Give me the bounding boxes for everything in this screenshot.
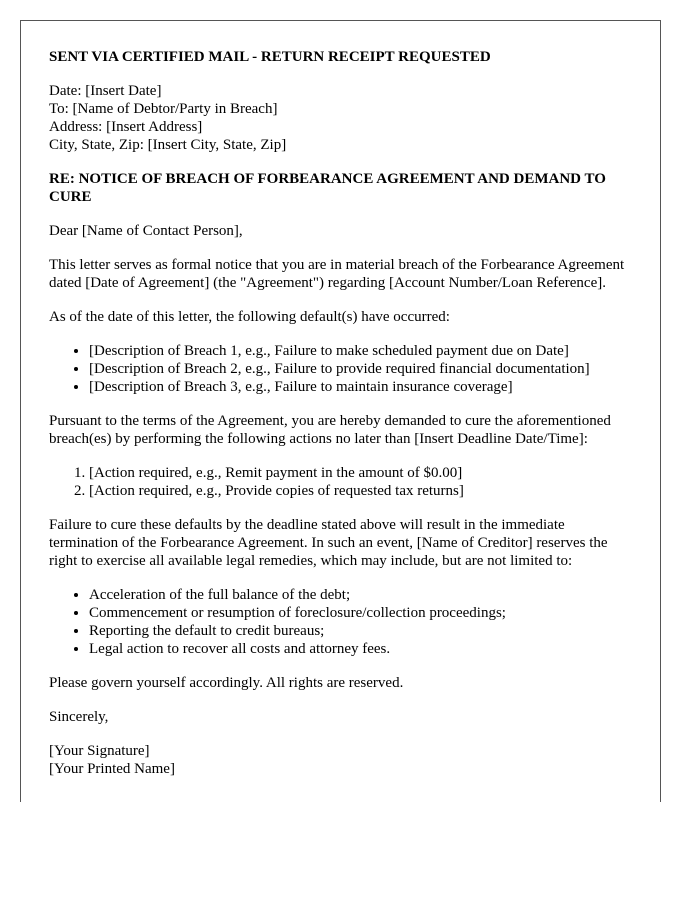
mailing-header: SENT VIA CERTIFIED MAIL - RETURN RECEIPT REQUESTED	[49, 49, 491, 65]
list-item: • Reporting the default to credit bureaus;	[89, 622, 632, 640]
list-item: • Legal action to recover all costs and attorney fees.	[89, 640, 632, 658]
printed-name-line: [Your Printed Name]	[49, 761, 175, 777]
defaults-intro: As of the date of this letter, the following default(s) have occurred:	[49, 309, 450, 325]
city-line: City, State, Zip: [Insert City, State, Zip]	[49, 137, 287, 153]
signoff: Sincerely,	[49, 709, 109, 725]
address-block	[49, 82, 632, 154]
remedies-list	[49, 586, 632, 658]
list-item: 1. [Action required, e.g., Remit payment in the amount of $0.00]	[89, 464, 632, 482]
breach-list	[49, 342, 632, 396]
list-item: • Acceleration of the full balance of the debt;	[89, 586, 632, 604]
subject-line: RE: NOTICE OF BREACH OF FORBEARANCE AGREEMENT AND DEMAND TO CURE	[49, 171, 606, 205]
list-item: • [Description of Breach 1, e.g., Failure to make scheduled payment due on Date]	[89, 342, 632, 360]
closing-statement: Please govern yourself accordingly. All rights are reserved.	[49, 675, 404, 691]
list-item: • [Description of Breach 2, e.g., Failure to provide required financial documentation]	[89, 360, 632, 378]
signature-line: [Your Signature]	[49, 743, 150, 759]
date-line: Date: [Insert Date]	[49, 83, 162, 99]
signature-block	[49, 742, 632, 778]
to-line: To: [Name of Debtor/Party in Breach]	[49, 101, 278, 117]
list-item: • [Description of Breach 3, e.g., Failure to maintain insurance coverage]	[89, 378, 632, 396]
list-item: • Commencement or resumption of foreclosure/collection proceedings;	[89, 604, 632, 622]
intro-paragraph: This letter serves as formal notice that you are in material breach of the Forbearance Agreement dated [Date of Agreement] (the "Agreement") regarding [Account Number/Loan Reference].	[49, 257, 625, 291]
letter-page	[20, 20, 661, 802]
salutation: Dear [Name of Contact Person],	[49, 223, 243, 239]
address-line: Address: [Insert Address]	[49, 119, 203, 135]
cure-paragraph: Pursuant to the terms of the Agreement, you are hereby demanded to cure the aforementioned breach(es) by performing the following actions no later than [Insert Deadline Date/Time]:	[49, 413, 611, 447]
list-item: 2. [Action required, e.g., Provide copies of requested tax returns]	[89, 482, 632, 500]
failure-paragraph: Failure to cure these defaults by the deadline stated above will result in the immediate termination of the Forbearance Agreement. In such an event, [Name of Creditor] reserves the right to exercise all available legal remedies, which may include, but are not limited to:	[49, 517, 608, 569]
action-list	[49, 464, 632, 500]
